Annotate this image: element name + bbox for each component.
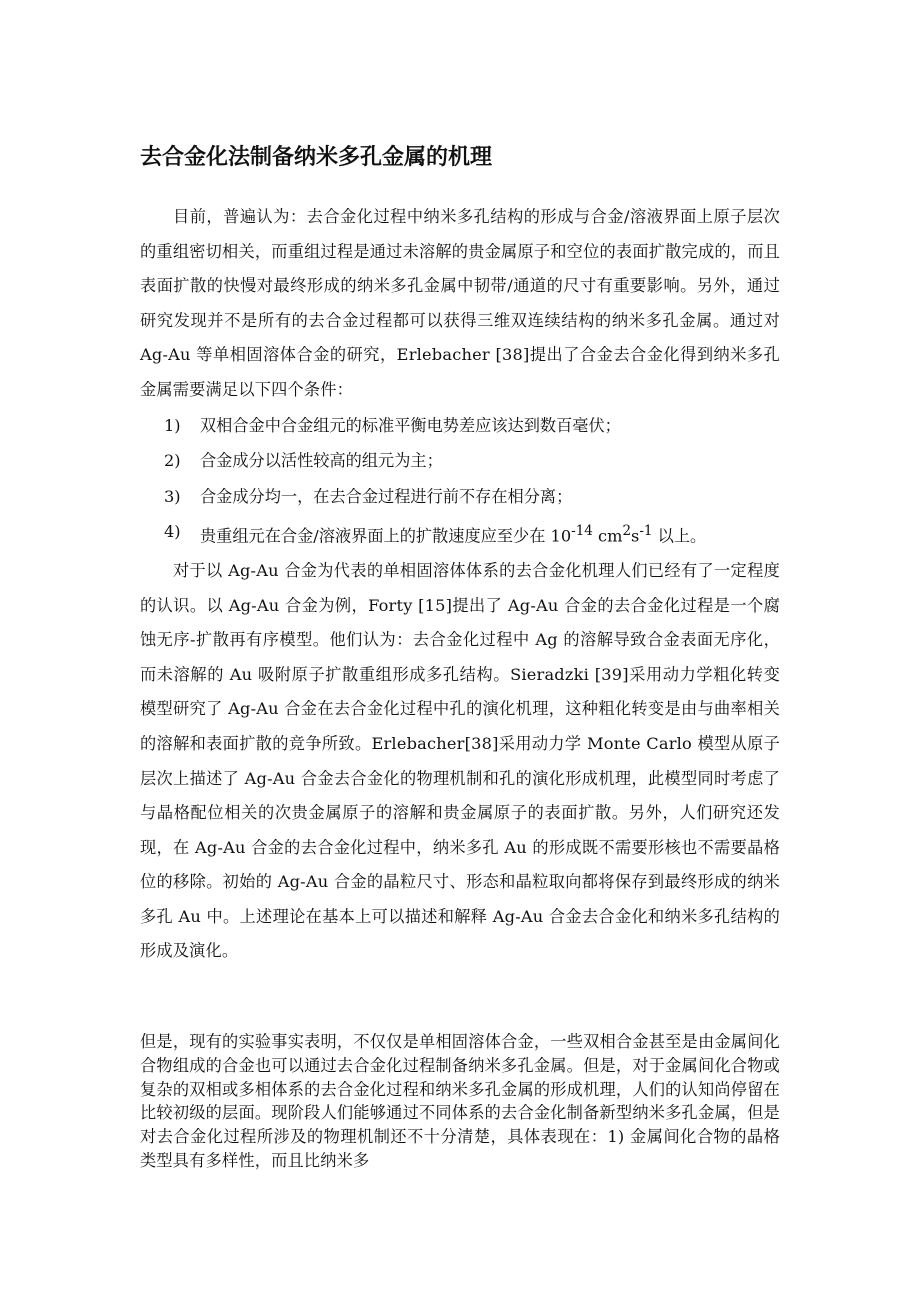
list-item-number: 3) (164, 486, 181, 506)
exponent: 2 (622, 523, 632, 540)
list-item-number: 1) (164, 415, 181, 435)
list-item-text: 合金成分以活性较高的组元为主； (200, 451, 443, 471)
document-title: 去合金化法制备纳米多孔金属的机理 (140, 145, 493, 170)
list-item (140, 479, 780, 515)
list-item (140, 514, 780, 554)
condition-list (140, 408, 780, 554)
list-item (140, 443, 780, 479)
list-item-number: 4) (164, 522, 181, 542)
diffusion-text-pre: 贵重组元在合金/溶液界面上的扩散速度应至少在 10 (200, 526, 572, 546)
list-item-text (200, 514, 706, 554)
document-body (140, 200, 780, 969)
exponent: -14 (571, 523, 593, 540)
list-item (140, 408, 780, 444)
paragraph-limitations: 但是，现有的实验事实表明，不仅仅是单相固溶体合金，一些双相合金甚至是由金属间化合物组成的合金也可以通过去合金化过程制备纳米多孔金属。但是，对于金属间化合物或复杂的双相或多相体系的去合金化过程和纳米多孔金属的形成机理，人们的认知尚停留在比较初级的层面。现阶段人们能够通过不同体系的去合金化制备新型纳米多孔金属，但是对去合金化过程所涉及的物理机制还不十分清楚，具体表现在：1) 金属间化合物的晶格类型具有多样性，而且比纳米多 (140, 1032, 780, 1170)
paragraph-mechanism: 对于以 Ag-Au 合金为代表的单相固溶体体系的去合金化机理人们已经有了一定程度的认识。以 Ag-Au 合金为例，Forty [15]提出了 Ag-Au 合金的去合金化过程是一个腐蚀无序-扩散再有序模型。他们认为：去合金化过程中 Ag 的溶解导致合金表面无序化，而未溶解的 Au 吸附原子扩散重组形成多孔结构。Sieradzki [39]采用动力学粗化转变模型研究了 Ag-Au 合金在去合金化过程中孔的演化机理，这种粗化转变是由与曲率相关的溶解和表面扩散的竞争所致。Erlebacher[38]采用动力学 Monte Carlo 模型从原子层次上描述了 Ag-Au 合金去合金化的物理机制和孔的演化形成机理，此模型同时考虑了与晶格配位相关的次贵金属原子的溶解和贵金属原子的表面扩散。另外，人们研究还发现，在 Ag-Au 合金的去合金化过程中，纳米多孔 Au 的形成既不需要形核也不需要晶格位的移除。初始的 Ag-Au 合金的晶粒尺寸、形态和晶粒取向都将保存到最终形成的纳米多孔 Au 中。上述理论在基本上可以描述和解释 Ag-Au 合金去合金化和纳米多孔结构的形成及演化。 (140, 560, 780, 961)
list-item-text: 双相合金中合金组元的标准平衡电势差应该达到数百毫伏； (200, 415, 621, 435)
unit-s: s (631, 526, 640, 546)
unit-cm: cm (592, 526, 623, 546)
diffusion-text-post: 以上。 (652, 526, 707, 546)
list-item-number: 2) (164, 451, 181, 471)
exponent: -1 (639, 523, 653, 540)
paragraph-intro: 目前，普遍认为：去合金化过程中纳米多孔结构的形成与合金/溶液界面上原子层次的重组密切相关，而重组过程是通过未溶解的贵金属原子和空位的表面扩散完成的，而且表面扩散的快慢对最终形成的纳米多孔金属中韧带/通道的尺寸有重要影响。另外，通过研究发现并不是所有的去合金过程都可以获得三维双连续结构的纳米多孔金属。通过对 Ag-Au 等单相固溶体合金的研究，Erlebacher [38]提出了合金去合金化得到纳米多孔金属需要满足以下四个条件： (140, 207, 780, 399)
list-item-text: 合金成分均一，在去合金过程进行前不存在相分离； (200, 486, 573, 506)
